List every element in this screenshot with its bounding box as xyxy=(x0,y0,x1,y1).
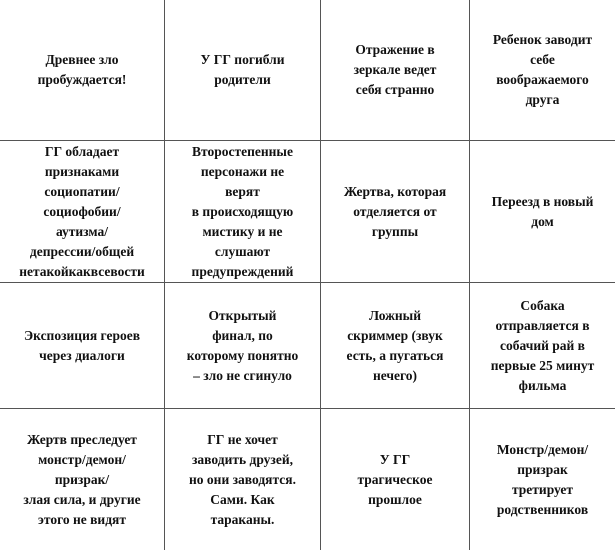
bingo-cell-r1-c3 xyxy=(321,0,470,141)
bingo-cell-text: Собака отправляется в собачий рай в первые 25 минут фильма xyxy=(490,297,595,393)
bingo-cell-text: ГГ обладает признаками социопатии/ социофобии/ аутизма/ депрессии/общей нетакойкаквсевости xyxy=(19,143,145,279)
bingo-cell-text: Отражение в зеркале ведет себя странно xyxy=(353,42,437,97)
bingo-cell-r3-c2 xyxy=(165,283,321,409)
bingo-cell-text: Ложный скриммер (звук есть, а пугаться нечего) xyxy=(346,307,444,383)
bingo-cell-r3-c3 xyxy=(321,283,470,409)
bingo-cell-text: Переезд в новый дом xyxy=(491,193,594,229)
bingo-cell-r4-c4 xyxy=(470,409,615,550)
bingo-cell-text: У ГГ погибли родители xyxy=(200,52,285,87)
bingo-cell-r1-c2 xyxy=(165,0,321,141)
bingo-cell-r2-c2 xyxy=(165,141,321,283)
bingo-cell-text: Второстепенные персонажи не верят в происходящую мистику и не слушают предупреждений xyxy=(191,143,294,279)
bingo-cell-r3-c4 xyxy=(470,283,615,409)
bingo-cell-text: Экспозиция героев через диалоги xyxy=(23,327,141,363)
bingo-cell-r2-c1 xyxy=(0,141,165,283)
bingo-cell-r2-c4 xyxy=(470,141,615,283)
bingo-cell-text: Жертв преследует монстр/демон/ призрак/ злая сила, и другие этого не видят xyxy=(23,431,141,527)
bingo-cell-text: Открытый финал, по которому понятно – зло не сгинуло xyxy=(186,307,299,383)
bingo-cell-text: Жертва, которая отделяется от группы xyxy=(343,183,447,239)
bingo-cell-r4-c1 xyxy=(0,409,165,550)
bingo-cell-r4-c2 xyxy=(165,409,321,550)
bingo-cell-text: Монстр/демон/ призрак третирует родственников xyxy=(496,441,589,517)
bingo-cell-text: У ГГ трагическое прошлое xyxy=(357,451,433,507)
bingo-cell-r1-c4 xyxy=(470,0,615,141)
bingo-cell-r2-c3 xyxy=(321,141,470,283)
bingo-cell-r4-c3 xyxy=(321,409,470,550)
bingo-cell-text: ГГ не хочет заводить друзей, но они заводятся. Сами. Как тараканы. xyxy=(189,431,296,527)
bingo-cell-text: Древнее зло пробуждается! xyxy=(37,52,127,87)
bingo-cell-text: Ребенок заводит себе воображаемого друга xyxy=(492,32,593,107)
bingo-cell-r1-c1 xyxy=(0,0,165,141)
bingo-cell-r3-c1 xyxy=(0,283,165,409)
